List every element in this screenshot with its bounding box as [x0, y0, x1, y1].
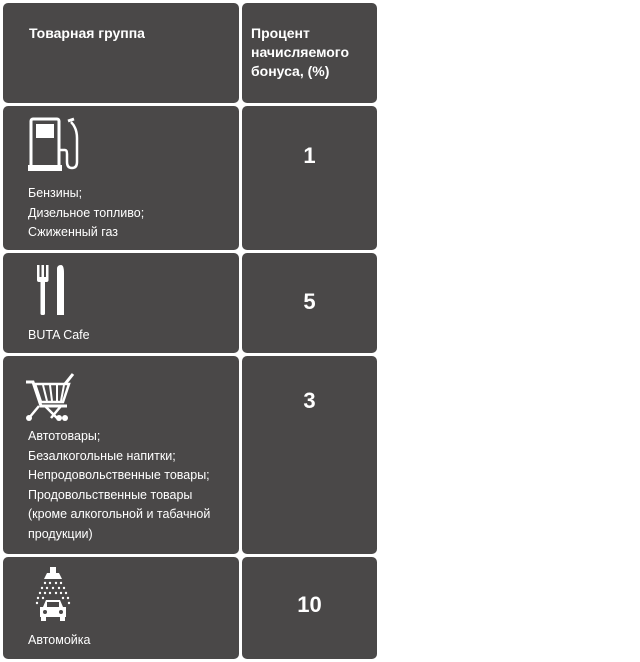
group-line: Безалкогольные напитки; — [28, 448, 176, 463]
header-group-label: Товарная группа — [29, 25, 145, 41]
header-group-cell — [3, 3, 239, 103]
percent-value: 5 — [303, 289, 316, 314]
group-desc-cafe — [28, 326, 90, 346]
header-percent-cell — [242, 3, 377, 103]
group-cell-cafe — [3, 253, 239, 353]
percent-value: 10 — [297, 592, 322, 617]
percent-cell-cafe — [242, 253, 377, 353]
header-percent-line3: бонуса, (%) — [251, 63, 330, 79]
group-line: Сжиженный газ — [28, 225, 119, 239]
group-line: Непродовольственные товары; — [28, 468, 210, 482]
percent-value: 3 — [303, 388, 316, 413]
group-desc-fuel — [28, 184, 144, 243]
group-desc-carwash — [28, 631, 90, 651]
shopping-cart-icon — [23, 370, 79, 422]
fork-knife-icon — [35, 265, 67, 315]
fuel-pump-icon — [27, 116, 83, 174]
percent-cell-shop — [242, 356, 377, 554]
header-percent-line2: начисляемого — [251, 44, 349, 60]
header-percent-line1: Процент — [251, 25, 310, 41]
group-cell-shop — [3, 356, 239, 554]
group-line: продукции) — [28, 526, 93, 541]
percent-cell-carwash — [242, 557, 377, 659]
group-line: Бензины; — [28, 186, 83, 200]
group-line: (кроме алкогольной и табачной — [28, 507, 211, 521]
group-line: Продовольственные товары — [28, 487, 193, 502]
group-cell-fuel — [3, 106, 239, 250]
group-line: Автомойка — [28, 633, 91, 647]
group-line: BUTA Cafe — [28, 328, 90, 342]
percent-value: 1 — [303, 143, 316, 168]
car-wash-icon — [33, 567, 73, 625]
group-cell-carwash — [3, 557, 239, 659]
percent-cell-fuel — [242, 106, 377, 250]
group-desc-shop — [28, 427, 210, 544]
group-line: Автотовары; — [28, 429, 101, 443]
group-line: Дизельное топливо; — [28, 205, 145, 220]
